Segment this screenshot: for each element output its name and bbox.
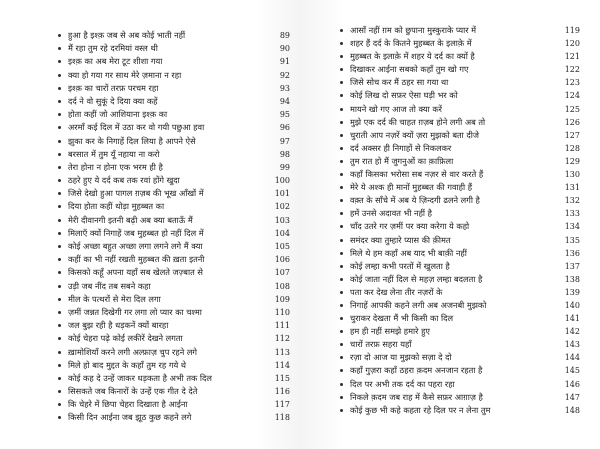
- bullet-icon: [340, 147, 343, 150]
- entry-title: दिखाकर आईना सबको कहाँ तुम खो गए: [350, 64, 469, 75]
- bullet-icon: [340, 225, 343, 228]
- bullet-icon: [58, 34, 61, 37]
- bullet-icon: [58, 285, 61, 288]
- entry-page-number: 89: [279, 31, 290, 40]
- bullet-icon: [58, 271, 61, 274]
- entry-page-number: 123: [564, 78, 580, 88]
- bullet-icon: [58, 126, 61, 129]
- entry-title: कोई लिख दो सफ़र ऐसा घड़ी भर को: [350, 90, 458, 101]
- entry-page-number: 91: [279, 57, 290, 67]
- bullet-icon: [58, 232, 61, 235]
- entry-title: ज़मीं जन्नत दिखेगी गर लगा लो प्यार का चश्मा: [68, 306, 202, 317]
- entry-page-number: 132: [564, 196, 580, 206]
- bullet-icon: [58, 258, 61, 261]
- contents-entry: [58, 148, 290, 161]
- contents-entry: [58, 253, 290, 266]
- entry-page-number: 98: [279, 149, 290, 159]
- contents-entry: [58, 55, 290, 68]
- entry-title: होता कहीं जो आशियाना इश्क़ का: [68, 109, 168, 120]
- contents-entry: [58, 280, 290, 293]
- entry-page-number: 116: [274, 387, 290, 397]
- bullet-icon: [58, 205, 61, 208]
- bullet-icon: [340, 81, 343, 84]
- entry-title: दर्द अक्सर ही निगाहों से निकलकर: [350, 142, 452, 153]
- entry-page-number: 109: [274, 294, 290, 304]
- bullet-icon: [340, 212, 343, 215]
- contents-entry: [340, 220, 580, 233]
- entry-title: ख़ामोशियाँ करने लगी अल्फ़ाज़ चुप रहने लगे: [68, 346, 197, 357]
- entry-page-number: 94: [279, 96, 290, 106]
- contents-entry: [340, 338, 580, 351]
- contents-entry: [340, 391, 580, 404]
- entry-page-number: 131: [564, 183, 580, 193]
- contents-entry: [340, 37, 580, 50]
- bullet-icon: [340, 186, 343, 189]
- entry-title: दर्द ने वो सुकूं दे दिया क्या कहें: [68, 95, 158, 106]
- contents-entry: [58, 174, 290, 187]
- contents-entry: [340, 129, 580, 142]
- contents-entry: [340, 181, 580, 194]
- contents-entry: [58, 95, 290, 108]
- entry-page-number: 147: [564, 392, 580, 402]
- entry-page-number: 120: [564, 39, 580, 49]
- entry-page-number: 142: [564, 327, 580, 337]
- bullet-icon: [58, 390, 61, 393]
- contents-entry: [58, 293, 290, 306]
- entry-page-number: 95: [279, 110, 290, 120]
- entry-page-number: 110: [274, 307, 290, 317]
- entry-page-number: 130: [564, 170, 580, 180]
- bullet-icon: [58, 113, 61, 116]
- contents-entry: [340, 155, 580, 168]
- entry-page-number: 102: [274, 202, 290, 212]
- contents-entry: [340, 351, 580, 364]
- bullet-icon: [340, 108, 343, 111]
- entry-title: चाँद उतरे गर ज़मीं पर क्या करेगा ये कहो: [350, 221, 470, 232]
- entry-page-number: 119: [564, 26, 580, 35]
- entry-page-number: 100: [274, 176, 290, 186]
- bullet-icon: [340, 173, 343, 176]
- entry-page-number: 99: [279, 162, 290, 172]
- contents-entry: [58, 214, 290, 227]
- contents-list-right: [340, 24, 580, 417]
- entry-title: झुका कर के निगाहें दिल लिया है आपने ऐसे: [68, 135, 196, 146]
- bullet-icon: [340, 55, 343, 58]
- entry-title: सिसकते जब किनारों के उन्हें एक गीत दे देते: [68, 386, 198, 397]
- entry-page-number: 127: [564, 130, 580, 140]
- bullet-icon: [58, 298, 61, 301]
- contents-entry: [340, 76, 580, 89]
- entry-title: कोई कुछ भी कहे कहता रहे दिल पर न लेना तुम: [350, 404, 491, 415]
- contents-entry: [58, 266, 290, 279]
- bullet-icon: [58, 351, 61, 354]
- contents-entry: [58, 240, 290, 253]
- entry-page-number: 114: [274, 360, 290, 370]
- entry-title: निगाहें आपकी कहने लगी अब अजनबी मुझको: [350, 299, 487, 310]
- entry-title: जल बुझ रही है धड़कनें क्यों बारहा: [68, 320, 169, 331]
- contents-entry: [340, 286, 580, 299]
- entry-title: मेरे ये अश्क ही मानों मुहब्बत की गवाही हैं: [350, 182, 473, 193]
- bullet-icon: [340, 356, 343, 359]
- contents-entry: [340, 364, 580, 377]
- contents-entry: [58, 411, 290, 424]
- entry-title: क्या हो गया गर साथ मेरे ज़माना न रहा: [68, 69, 182, 80]
- contents-entry: [58, 121, 290, 134]
- entry-page-number: 138: [564, 274, 580, 284]
- contents-entry: [340, 103, 580, 116]
- bullet-icon: [58, 337, 61, 340]
- bullet-icon: [340, 383, 343, 386]
- bullet-icon: [340, 330, 343, 333]
- entry-page-number: 103: [274, 215, 290, 225]
- entry-page-number: 134: [564, 222, 580, 232]
- entry-page-number: 96: [279, 123, 290, 133]
- bullet-icon: [340, 94, 343, 97]
- bullet-icon: [58, 179, 61, 182]
- entry-page-number: 129: [564, 156, 580, 166]
- entry-page-number: 137: [564, 261, 580, 271]
- contents-entry: [340, 404, 580, 417]
- entry-page-number: 111: [274, 321, 290, 331]
- contents-entry: [58, 319, 290, 332]
- contents-entry: [58, 108, 290, 121]
- bullet-icon: [340, 369, 343, 372]
- bullet-icon: [58, 416, 61, 419]
- contents-entry: [340, 260, 580, 273]
- contents-entry: [340, 89, 580, 102]
- entry-page-number: 121: [564, 52, 580, 62]
- bullet-icon: [340, 317, 343, 320]
- entry-title: मायने खो गए आज तो क्या करें: [350, 103, 442, 114]
- entry-title: चुराती आप नज़रें क्यों ज़रा मुझको बता दीजे: [350, 129, 479, 140]
- contents-entry: [340, 24, 580, 37]
- entry-title: कहाँ गुज़रा कहाँ ठहरा क़दम अनजान रहता है: [350, 365, 483, 376]
- entry-title: दिल पर अभी तक दर्द का पहरा रहा: [350, 378, 455, 389]
- entry-title: कोई लम्हा कभी परतों में खुलता है: [350, 260, 450, 271]
- contents-entry: [340, 312, 580, 325]
- entry-page-number: 136: [564, 248, 580, 258]
- bullet-icon: [340, 265, 343, 268]
- entry-title: तेरा होना न होना एक भरम ही है: [68, 161, 163, 172]
- entry-page-number: 140: [564, 300, 580, 310]
- contents-entry: [340, 63, 580, 76]
- entry-page-number: 125: [564, 104, 580, 114]
- entry-title: आसाँ नहीं ग़म को छुपाना मुस्कुराके प्यार में: [350, 25, 477, 35]
- bullet-icon: [340, 134, 343, 137]
- entry-title: रज़ा दो आज या मुझको सज़ा दे दो: [350, 352, 452, 363]
- bullet-icon: [58, 87, 61, 90]
- entry-title: ठहरे हुए ये दर्द कब तक रवां होंगे खुदा: [68, 175, 180, 186]
- entry-page-number: 113: [274, 347, 290, 357]
- entry-title: जिसे सोच कर मैं ठहर सा गया था: [350, 77, 449, 88]
- entry-title: इश्क़ का चारों तरफ़ परचम रहा: [68, 82, 159, 93]
- entry-title: जिसे देखो हुआ पागल ग़ज़ब की भूख आँखों में: [68, 188, 204, 199]
- entry-title: कोई अच्छा बहुत अच्छा लगा लगने लगे मैं क्या: [68, 241, 203, 251]
- entry-title: कोई चेहरा पढ़े कोई लकीरें देखने लगता: [68, 333, 183, 344]
- entry-title: मुहब्बत के इलाक़े में शहर ये दर्द का क्यों है: [350, 51, 475, 62]
- entry-title: मिलाएँ क्यों निगाहें जब मुहब्बत हो नहीं दिल में: [68, 227, 204, 238]
- entry-page-number: 108: [274, 281, 290, 291]
- entry-page-number: 143: [564, 340, 580, 350]
- bullet-icon: [340, 199, 343, 202]
- contents-entry: [58, 42, 290, 55]
- bullet-icon: [58, 74, 61, 77]
- entry-title: उड़ी जब नींद तब सबने कहा: [68, 280, 151, 291]
- entry-page-number: 105: [274, 242, 290, 251]
- entry-page-number: 128: [564, 143, 580, 153]
- entry-title: किसी दिन आईना जब झूठ कुछ कहने लगे: [68, 412, 192, 423]
- contents-entry: [58, 332, 290, 345]
- bullet-icon: [340, 278, 343, 281]
- bullet-icon: [340, 121, 343, 124]
- contents-entry: [58, 385, 290, 398]
- entry-page-number: 124: [564, 91, 580, 101]
- entry-page-number: 107: [274, 268, 290, 278]
- entry-page-number: 92: [279, 70, 290, 80]
- entry-page-number: 135: [564, 235, 580, 245]
- entry-page-number: 101: [274, 189, 290, 199]
- entry-title: कोई जाता नहीं दिल से महज़ लम्हा बदलता है: [350, 273, 483, 284]
- bullet-icon: [58, 60, 61, 63]
- contents-entry: [58, 306, 290, 319]
- contents-entry: [340, 378, 580, 391]
- bullet-icon: [58, 166, 61, 169]
- entry-title: निकले क़दम जब राह में कैसे सफ़र आग़ाज़ है: [350, 391, 483, 402]
- contents-entry: [340, 234, 580, 247]
- entry-page-number: 118: [274, 413, 290, 423]
- entry-page-number: 115: [274, 373, 290, 383]
- bullet-icon: [58, 245, 61, 248]
- entry-page-number: 122: [564, 65, 580, 75]
- entry-title: कहीं का भी नहीं रखती मुहब्बत की ख़ता इतनी: [68, 254, 205, 265]
- contents-entry: [58, 398, 290, 411]
- entry-page-number: 146: [564, 379, 580, 389]
- contents-entry: [58, 29, 290, 42]
- contents-entry: [340, 299, 580, 312]
- bullet-icon: [58, 324, 61, 327]
- bullet-icon: [340, 68, 343, 71]
- entry-page-number: 104: [274, 228, 290, 238]
- entry-title: मेरी दीवानगी इतनी बढ़ी अब क्या बताऊँ मैं: [68, 214, 193, 225]
- entry-page-number: 145: [564, 366, 580, 376]
- entry-page-number: 93: [279, 83, 290, 93]
- contents-entry: [58, 227, 290, 240]
- entry-title: शहर हैं दर्द के कितने मुहब्बत के इलाक़े में: [350, 38, 472, 49]
- entry-title: वक़्त के साँचे में अब ये ज़िन्दगी ढलने लगी है: [350, 195, 480, 206]
- contents-entry: [340, 50, 580, 63]
- entry-page-number: 148: [564, 405, 580, 415]
- entry-title: हम ही नहीं समझे हमारे हुए: [350, 326, 430, 337]
- bullet-icon: [340, 252, 343, 255]
- bullet-icon: [58, 403, 61, 406]
- bullet-icon: [340, 304, 343, 307]
- entry-title: मुझे एक दर्द की चाहत ग़ज़ब होने लगी अब तो: [350, 116, 486, 127]
- entry-page-number: 90: [279, 44, 290, 54]
- right-page: [300, 0, 600, 449]
- bullet-icon: [340, 291, 343, 294]
- bullet-icon: [58, 47, 61, 50]
- bullet-icon: [340, 396, 343, 399]
- entry-title: समंदर क्या तुम्हारे प्यास की क़ीमत: [350, 234, 451, 245]
- contents-list-left: [58, 29, 290, 425]
- contents-entry: [58, 346, 290, 359]
- entry-title: कोई कह दे उन्हें जाकर धड़कता है अभी तक दिल: [68, 372, 212, 383]
- entry-title: अरमाँ कई दिल में उठा कर वो गयी पछुआ हवा: [68, 122, 205, 133]
- entry-title: मिले हो बाद मुद्दत के कहाँ तुम रह गये थे: [68, 359, 187, 370]
- entry-title: चुराकर देखता मैं भी किसी का दिल: [350, 313, 454, 324]
- contents-entry: [58, 359, 290, 372]
- bullet-icon: [58, 192, 61, 195]
- contents-entry: [340, 273, 580, 286]
- contents-entry: [340, 142, 580, 155]
- entry-title: दिया होता कहीं थोड़ा मुहब्बत का: [68, 201, 165, 212]
- entry-title: पता कर देख लेना तीर नज़रों के: [350, 286, 443, 297]
- bullet-icon: [58, 140, 61, 143]
- bullet-icon: [340, 160, 343, 163]
- contents-entry: [58, 69, 290, 82]
- entry-page-number: 141: [564, 314, 580, 324]
- bullet-icon: [58, 153, 61, 156]
- bullet-icon: [58, 377, 61, 380]
- bullet-icon: [340, 29, 343, 32]
- entry-title: चारों तरफ़ सहरा यहाँ: [350, 339, 412, 350]
- entry-title: किसको कहूँ अपना यहाँ सब खेलते जज़्बात से: [68, 267, 203, 278]
- entry-title: बरसात में तुम यूँ नहाया ना करो: [68, 148, 160, 159]
- entry-page-number: 126: [564, 117, 580, 127]
- entry-title: तुम रात हो मैं जुगनुओं का क़ाफ़िला: [350, 155, 454, 166]
- entry-page-number: 112: [274, 334, 290, 344]
- entry-title: मैं रहा तुम रहे दरमियां वस्ल थी: [68, 43, 158, 54]
- entry-title: कि चेहरे में छिपा चेहरा दिखाता है आईना: [68, 399, 188, 410]
- bullet-icon: [58, 364, 61, 367]
- bullet-icon: [340, 42, 343, 45]
- contents-entry: [58, 161, 290, 174]
- entry-title: मील के पत्थरों से मेरा दिल लगा: [68, 293, 161, 304]
- contents-entry: [58, 372, 290, 385]
- entry-page-number: 117: [274, 400, 290, 410]
- contents-entry: [340, 116, 580, 129]
- entry-title: इश्क़ का अब मेरा टूट शीशा गया: [68, 56, 163, 67]
- contents-entry: [340, 194, 580, 207]
- contents-entry: [340, 247, 580, 260]
- bullet-icon: [58, 311, 61, 314]
- entry-page-number: 144: [564, 353, 580, 363]
- contents-entry: [58, 82, 290, 95]
- contents-entry: [58, 187, 290, 200]
- entry-page-number: 97: [279, 136, 290, 146]
- entry-page-number: 133: [564, 209, 580, 219]
- entry-title: मिले थे हम कहाँ अब याद भी बाक़ी नहीं: [350, 247, 467, 258]
- bullet-icon: [58, 100, 61, 103]
- entry-title: हुआ है इश्क़ जब से अब कोई भाती नहीं: [68, 30, 186, 40]
- contents-entry: [340, 207, 580, 220]
- contents-entry: [58, 200, 290, 213]
- entry-page-number: 106: [274, 255, 290, 265]
- entry-title: हमें उनसे अदावत भी नहीं है: [350, 208, 433, 219]
- bullet-icon: [340, 343, 343, 346]
- bullet-icon: [340, 409, 343, 412]
- entry-page-number: 139: [564, 287, 580, 297]
- contents-entry: [340, 325, 580, 338]
- bullet-icon: [340, 239, 343, 242]
- contents-entry: [340, 168, 580, 181]
- bullet-icon: [58, 219, 61, 222]
- contents-entry: [58, 135, 290, 148]
- entry-title: कहाँ किसका भरोसा सब नज़र से वार करते हैं: [350, 169, 484, 180]
